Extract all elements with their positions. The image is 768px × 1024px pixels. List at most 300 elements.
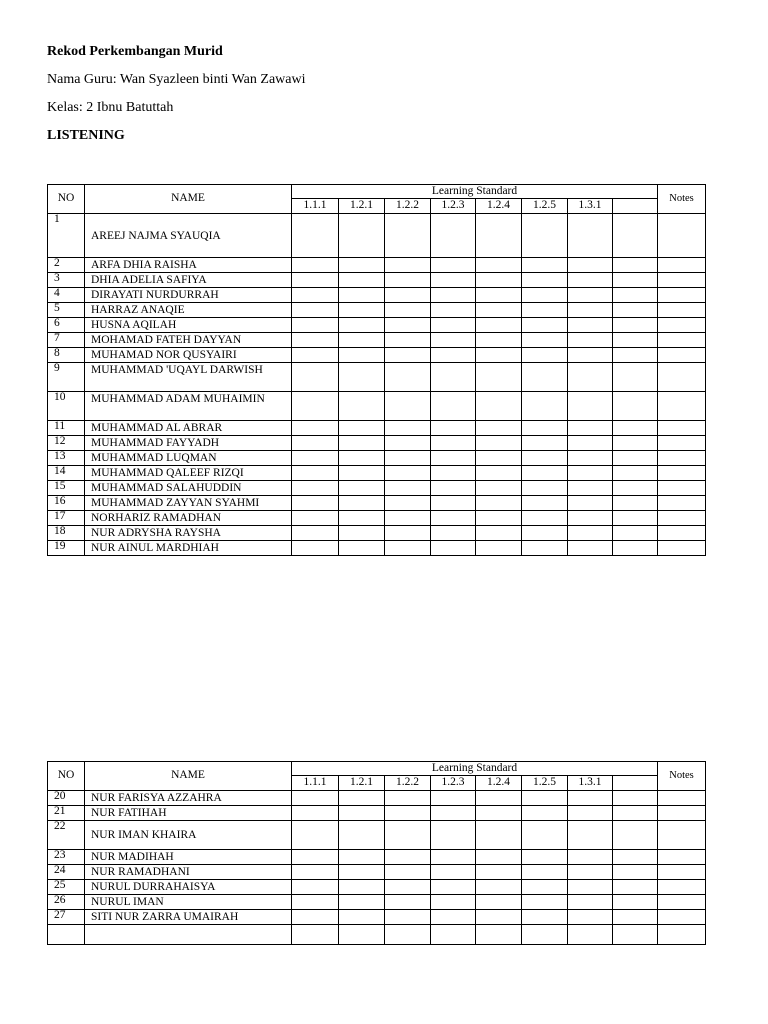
- standard-cell[interactable]: [522, 348, 568, 363]
- standard-cell[interactable]: [385, 925, 431, 945]
- student-no: 19: [48, 541, 85, 556]
- standard-cell[interactable]: [568, 421, 613, 436]
- standard-cell[interactable]: [522, 273, 568, 288]
- standard-cell[interactable]: [613, 288, 658, 303]
- standard-cell[interactable]: [339, 258, 385, 273]
- standard-cell[interactable]: [339, 436, 385, 451]
- standard-cell[interactable]: [431, 526, 476, 541]
- standard-cell[interactable]: [431, 318, 476, 333]
- standard-cell[interactable]: [613, 333, 658, 348]
- standard-cell[interactable]: [476, 333, 522, 348]
- standard-cell[interactable]: [568, 791, 613, 806]
- standard-cell[interactable]: [292, 496, 339, 511]
- standard-cell[interactable]: [568, 496, 613, 511]
- learning-standard-header: Learning Standard: [292, 185, 658, 199]
- standard-cell[interactable]: [613, 541, 658, 556]
- notes-cell[interactable]: [658, 258, 706, 273]
- standard-cell[interactable]: [385, 541, 431, 556]
- standard-cell[interactable]: [339, 925, 385, 945]
- standard-cell[interactable]: [613, 496, 658, 511]
- standard-cell[interactable]: [522, 791, 568, 806]
- standard-cell[interactable]: [385, 865, 431, 880]
- standard-cell[interactable]: [431, 421, 476, 436]
- standard-cell[interactable]: [522, 436, 568, 451]
- standard-cell[interactable]: [476, 214, 522, 258]
- student-name: ARFA DHIA RAISHA: [85, 258, 292, 273]
- standard-cell[interactable]: [568, 850, 613, 865]
- notes-cell[interactable]: [658, 850, 706, 865]
- notes-cell[interactable]: [658, 333, 706, 348]
- standard-cell[interactable]: [431, 910, 476, 925]
- standard-cell[interactable]: [522, 511, 568, 526]
- notes-cell[interactable]: [658, 451, 706, 466]
- standard-cell[interactable]: [613, 451, 658, 466]
- standard-header: [613, 776, 658, 791]
- standard-cell[interactable]: [476, 541, 522, 556]
- standard-cell[interactable]: [292, 466, 339, 481]
- standard-cell[interactable]: [476, 258, 522, 273]
- standard-cell[interactable]: [568, 318, 613, 333]
- standard-cell[interactable]: [568, 821, 613, 850]
- standard-cell[interactable]: [476, 273, 522, 288]
- standard-cell[interactable]: [613, 303, 658, 318]
- standard-cell[interactable]: [292, 273, 339, 288]
- standard-cell[interactable]: [385, 496, 431, 511]
- standard-cell[interactable]: [613, 910, 658, 925]
- standard-cell[interactable]: [476, 436, 522, 451]
- standard-cell[interactable]: [568, 526, 613, 541]
- standard-cell[interactable]: [431, 392, 476, 421]
- student-name: MUHAMMAD SALAHUDDIN: [85, 481, 292, 496]
- standard-cell[interactable]: [568, 436, 613, 451]
- standard-cell[interactable]: [613, 850, 658, 865]
- standard-cell[interactable]: [613, 526, 658, 541]
- standard-cell[interactable]: [339, 333, 385, 348]
- table-row: [48, 288, 706, 303]
- standard-cell[interactable]: [568, 333, 613, 348]
- notes-cell[interactable]: [658, 496, 706, 511]
- standard-cell[interactable]: [292, 541, 339, 556]
- standard-cell[interactable]: [385, 791, 431, 806]
- notes-cell[interactable]: [658, 363, 706, 392]
- standard-cell[interactable]: [431, 466, 476, 481]
- standard-cell[interactable]: [339, 910, 385, 925]
- student-name: HUSNA AQILAH: [85, 318, 292, 333]
- standard-cell[interactable]: [568, 214, 613, 258]
- standard-cell[interactable]: [339, 348, 385, 363]
- student-name: NUR ADRYSHA RAYSHA: [85, 526, 292, 541]
- standard-cell[interactable]: [613, 258, 658, 273]
- standard-cell[interactable]: [431, 496, 476, 511]
- standard-cell[interactable]: [522, 318, 568, 333]
- student-name: AREEJ NAJMA SYAUQIA: [85, 214, 292, 258]
- student-name: SITI NUR ZARRA UMAIRAH: [85, 910, 292, 925]
- standard-cell[interactable]: [613, 348, 658, 363]
- table-row: [48, 526, 706, 541]
- notes-cell[interactable]: [658, 348, 706, 363]
- standard-cell[interactable]: [613, 865, 658, 880]
- student-no: 24: [48, 865, 85, 880]
- standard-cell[interactable]: [385, 526, 431, 541]
- student-name: NUR AINUL MARDHIAH: [85, 541, 292, 556]
- standard-cell[interactable]: [385, 363, 431, 392]
- notes-cell[interactable]: [658, 925, 706, 945]
- standard-cell[interactable]: [613, 511, 658, 526]
- standard-header: 1.2.2: [385, 776, 431, 791]
- standard-cell[interactable]: [613, 791, 658, 806]
- standard-cell[interactable]: [613, 821, 658, 850]
- standard-cell[interactable]: [613, 392, 658, 421]
- standard-cell[interactable]: [385, 421, 431, 436]
- standard-cell[interactable]: [292, 511, 339, 526]
- table-row: [48, 363, 706, 392]
- standard-cell[interactable]: [476, 392, 522, 421]
- standard-cell[interactable]: [431, 791, 476, 806]
- standard-cell[interactable]: [385, 821, 431, 850]
- standard-cell[interactable]: [568, 910, 613, 925]
- standard-cell[interactable]: [431, 436, 476, 451]
- standard-cell[interactable]: [568, 865, 613, 880]
- standard-header: 1.1.1: [292, 199, 339, 214]
- standard-cell[interactable]: [568, 288, 613, 303]
- standard-cell[interactable]: [292, 865, 339, 880]
- standard-cell[interactable]: [292, 258, 339, 273]
- standard-cell[interactable]: [292, 436, 339, 451]
- standard-cell[interactable]: [522, 880, 568, 895]
- notes-cell[interactable]: [658, 303, 706, 318]
- standard-cell[interactable]: [292, 421, 339, 436]
- student-name: MUHAMMAD AL ABRAR: [85, 421, 292, 436]
- standard-cell[interactable]: [339, 496, 385, 511]
- standard-cell[interactable]: [613, 436, 658, 451]
- standard-cell[interactable]: [613, 895, 658, 910]
- standard-cell[interactable]: [385, 910, 431, 925]
- standard-cell[interactable]: [476, 895, 522, 910]
- student-name: [85, 925, 292, 945]
- standard-cell[interactable]: [292, 333, 339, 348]
- standard-cell[interactable]: [292, 821, 339, 850]
- standard-cell[interactable]: [476, 481, 522, 496]
- standard-cell[interactable]: [292, 791, 339, 806]
- standard-cell[interactable]: [613, 806, 658, 821]
- student-no: 25: [48, 880, 85, 895]
- standard-cell[interactable]: [339, 303, 385, 318]
- standard-cell[interactable]: [385, 481, 431, 496]
- standard-cell[interactable]: [522, 303, 568, 318]
- standard-cell[interactable]: [431, 541, 476, 556]
- standard-cell[interactable]: [339, 865, 385, 880]
- standard-cell[interactable]: [431, 895, 476, 910]
- notes-cell[interactable]: [658, 436, 706, 451]
- standard-cell[interactable]: [431, 481, 476, 496]
- standard-cell[interactable]: [385, 451, 431, 466]
- standard-cell[interactable]: [522, 821, 568, 850]
- notes-cell[interactable]: [658, 318, 706, 333]
- standard-header: 1.3.1: [568, 199, 613, 214]
- standard-cell[interactable]: [385, 880, 431, 895]
- standard-cell[interactable]: [385, 318, 431, 333]
- standard-cell[interactable]: [522, 895, 568, 910]
- notes-cell[interactable]: [658, 526, 706, 541]
- notes-cell[interactable]: [658, 806, 706, 821]
- standard-cell[interactable]: [476, 806, 522, 821]
- standard-cell[interactable]: [476, 865, 522, 880]
- standard-cell[interactable]: [568, 363, 613, 392]
- standard-cell[interactable]: [385, 392, 431, 421]
- standard-cell[interactable]: [431, 451, 476, 466]
- standard-cell[interactable]: [431, 850, 476, 865]
- standard-cell[interactable]: [476, 348, 522, 363]
- standard-cell[interactable]: [339, 895, 385, 910]
- student-no: 20: [48, 791, 85, 806]
- notes-cell[interactable]: [658, 511, 706, 526]
- standard-cell[interactable]: [292, 895, 339, 910]
- standard-cell[interactable]: [385, 333, 431, 348]
- standard-cell[interactable]: [385, 436, 431, 451]
- notes-cell[interactable]: [658, 880, 706, 895]
- student-no: 21: [48, 806, 85, 821]
- standard-cell[interactable]: [613, 481, 658, 496]
- notes-cell[interactable]: [658, 821, 706, 850]
- standard-cell[interactable]: [568, 348, 613, 363]
- standard-cell[interactable]: [568, 880, 613, 895]
- standard-cell[interactable]: [292, 318, 339, 333]
- teacher-name: Nama Guru: Wan Syazleen binti Wan Zawawi: [47, 72, 306, 87]
- standard-cell[interactable]: [522, 865, 568, 880]
- standard-cell[interactable]: [385, 273, 431, 288]
- notes-cell[interactable]: [658, 791, 706, 806]
- standard-cell[interactable]: [339, 214, 385, 258]
- standard-cell[interactable]: [476, 850, 522, 865]
- standard-cell[interactable]: [522, 925, 568, 945]
- notes-cell[interactable]: [658, 421, 706, 436]
- standard-cell[interactable]: [522, 496, 568, 511]
- standard-cell[interactable]: [431, 806, 476, 821]
- table-row: [48, 895, 706, 910]
- standard-cell[interactable]: [476, 496, 522, 511]
- standard-cell[interactable]: [476, 821, 522, 850]
- standard-cell[interactable]: [339, 880, 385, 895]
- standard-cell[interactable]: [568, 273, 613, 288]
- student-no: 2: [48, 258, 85, 273]
- standard-cell[interactable]: [292, 910, 339, 925]
- table-row: [48, 258, 706, 273]
- standard-cell[interactable]: [522, 541, 568, 556]
- standard-cell[interactable]: [292, 363, 339, 392]
- standard-header: 1.2.3: [431, 776, 476, 791]
- standard-cell[interactable]: [522, 214, 568, 258]
- standard-cell[interactable]: [385, 258, 431, 273]
- standard-cell[interactable]: [292, 303, 339, 318]
- student-no: 22: [48, 821, 85, 850]
- standard-cell[interactable]: [522, 850, 568, 865]
- standard-cell[interactable]: [568, 925, 613, 945]
- standard-cell[interactable]: [613, 214, 658, 258]
- standard-cell[interactable]: [568, 541, 613, 556]
- standard-cell[interactable]: [339, 318, 385, 333]
- standard-cell[interactable]: [568, 303, 613, 318]
- notes-cell[interactable]: [658, 214, 706, 258]
- notes-cell[interactable]: [658, 481, 706, 496]
- standard-cell[interactable]: [385, 348, 431, 363]
- standard-cell[interactable]: [431, 288, 476, 303]
- standard-cell[interactable]: [339, 451, 385, 466]
- standard-cell[interactable]: [568, 451, 613, 466]
- standard-cell[interactable]: [522, 392, 568, 421]
- standard-cell[interactable]: [431, 880, 476, 895]
- standard-cell[interactable]: [568, 806, 613, 821]
- standard-cell[interactable]: [431, 363, 476, 392]
- standard-cell[interactable]: [431, 258, 476, 273]
- standard-cell[interactable]: [476, 421, 522, 436]
- student-no: 18: [48, 526, 85, 541]
- standard-cell[interactable]: [476, 363, 522, 392]
- standard-cell[interactable]: [476, 288, 522, 303]
- standard-cell[interactable]: [522, 421, 568, 436]
- student-name: MUHAMMAD LUQMAN: [85, 451, 292, 466]
- standard-cell[interactable]: [613, 925, 658, 945]
- standard-cell[interactable]: [339, 421, 385, 436]
- student-name: DHIA ADELIA SAFIYA: [85, 273, 292, 288]
- student-name: NUR FARISYA AZZAHRA: [85, 791, 292, 806]
- standard-header: 1.3.1: [568, 776, 613, 791]
- standard-cell[interactable]: [476, 318, 522, 333]
- col-no-header: NO: [48, 762, 85, 791]
- standard-cell[interactable]: [476, 511, 522, 526]
- standard-cell[interactable]: [292, 925, 339, 945]
- standard-cell[interactable]: [613, 273, 658, 288]
- standard-cell[interactable]: [292, 288, 339, 303]
- standard-cell[interactable]: [568, 895, 613, 910]
- standard-cell[interactable]: [431, 925, 476, 945]
- standard-cell[interactable]: [431, 273, 476, 288]
- standard-cell[interactable]: [339, 821, 385, 850]
- student-no: [48, 925, 85, 945]
- standard-cell[interactable]: [522, 526, 568, 541]
- standard-cell[interactable]: [385, 895, 431, 910]
- standard-cell[interactable]: [522, 258, 568, 273]
- standard-cell[interactable]: [476, 451, 522, 466]
- notes-cell[interactable]: [658, 865, 706, 880]
- student-name: MUHAMMAD QALEEF RIZQI: [85, 466, 292, 481]
- standard-cell[interactable]: [613, 466, 658, 481]
- standard-cell[interactable]: [385, 466, 431, 481]
- notes-cell[interactable]: [658, 288, 706, 303]
- standard-cell[interactable]: [568, 511, 613, 526]
- standard-cell[interactable]: [431, 348, 476, 363]
- standard-cell[interactable]: [292, 348, 339, 363]
- standard-cell[interactable]: [431, 333, 476, 348]
- standard-cell[interactable]: [568, 466, 613, 481]
- standard-cell[interactable]: [476, 791, 522, 806]
- student-name: HARRAZ ANAQIE: [85, 303, 292, 318]
- standard-cell[interactable]: [292, 806, 339, 821]
- listening-record-table-2: [47, 761, 706, 945]
- standard-cell[interactable]: [613, 363, 658, 392]
- standard-cell[interactable]: [339, 273, 385, 288]
- student-no: 8: [48, 348, 85, 363]
- standard-cell[interactable]: [385, 511, 431, 526]
- standard-header: 1.2.5: [522, 776, 568, 791]
- standard-cell[interactable]: [339, 526, 385, 541]
- table-row: [48, 791, 706, 806]
- standard-cell[interactable]: [339, 392, 385, 421]
- standard-cell[interactable]: [431, 511, 476, 526]
- standard-cell[interactable]: [522, 806, 568, 821]
- standard-cell[interactable]: [476, 910, 522, 925]
- standard-cell[interactable]: [339, 466, 385, 481]
- standard-cell[interactable]: [522, 363, 568, 392]
- standard-cell[interactable]: [385, 850, 431, 865]
- standard-cell[interactable]: [522, 288, 568, 303]
- standard-cell[interactable]: [431, 303, 476, 318]
- standard-cell[interactable]: [292, 481, 339, 496]
- standard-cell[interactable]: [339, 541, 385, 556]
- standard-cell[interactable]: [292, 214, 339, 258]
- student-no: 11: [48, 421, 85, 436]
- standard-cell[interactable]: [292, 526, 339, 541]
- table-row: [48, 392, 706, 421]
- notes-cell[interactable]: [658, 466, 706, 481]
- standard-cell[interactable]: [522, 466, 568, 481]
- standard-cell[interactable]: [568, 481, 613, 496]
- standard-cell[interactable]: [568, 392, 613, 421]
- standard-cell[interactable]: [339, 791, 385, 806]
- standard-cell[interactable]: [339, 288, 385, 303]
- standard-cell[interactable]: [292, 451, 339, 466]
- table-row: [48, 421, 706, 436]
- standard-cell[interactable]: [476, 880, 522, 895]
- standard-cell[interactable]: [476, 526, 522, 541]
- standard-cell[interactable]: [613, 421, 658, 436]
- standard-cell[interactable]: [339, 481, 385, 496]
- standard-cell[interactable]: [431, 865, 476, 880]
- standard-cell[interactable]: [476, 303, 522, 318]
- standard-cell[interactable]: [385, 303, 431, 318]
- notes-cell[interactable]: [658, 895, 706, 910]
- standard-cell[interactable]: [339, 806, 385, 821]
- student-name: NORHARIZ RAMADHAN: [85, 511, 292, 526]
- standard-cell[interactable]: [522, 451, 568, 466]
- standard-cell[interactable]: [431, 821, 476, 850]
- standard-cell[interactable]: [339, 363, 385, 392]
- standard-cell[interactable]: [476, 925, 522, 945]
- standard-cell[interactable]: [339, 850, 385, 865]
- standard-cell[interactable]: [613, 880, 658, 895]
- standard-cell[interactable]: [476, 466, 522, 481]
- standard-cell[interactable]: [339, 511, 385, 526]
- notes-cell[interactable]: [658, 392, 706, 421]
- standard-cell[interactable]: [385, 288, 431, 303]
- col-no-header: NO: [48, 185, 85, 214]
- standard-cell[interactable]: [385, 806, 431, 821]
- student-no: 7: [48, 333, 85, 348]
- standard-cell[interactable]: [613, 318, 658, 333]
- student-no: 12: [48, 436, 85, 451]
- standard-cell[interactable]: [385, 214, 431, 258]
- standard-cell[interactable]: [522, 333, 568, 348]
- standard-cell[interactable]: [292, 392, 339, 421]
- notes-cell[interactable]: [658, 273, 706, 288]
- notes-cell[interactable]: [658, 910, 706, 925]
- standard-cell[interactable]: [292, 850, 339, 865]
- standard-cell[interactable]: [522, 481, 568, 496]
- standard-cell[interactable]: [292, 880, 339, 895]
- notes-cell[interactable]: [658, 541, 706, 556]
- standard-cell[interactable]: [522, 910, 568, 925]
- standard-cell[interactable]: [431, 214, 476, 258]
- standard-cell[interactable]: [568, 258, 613, 273]
